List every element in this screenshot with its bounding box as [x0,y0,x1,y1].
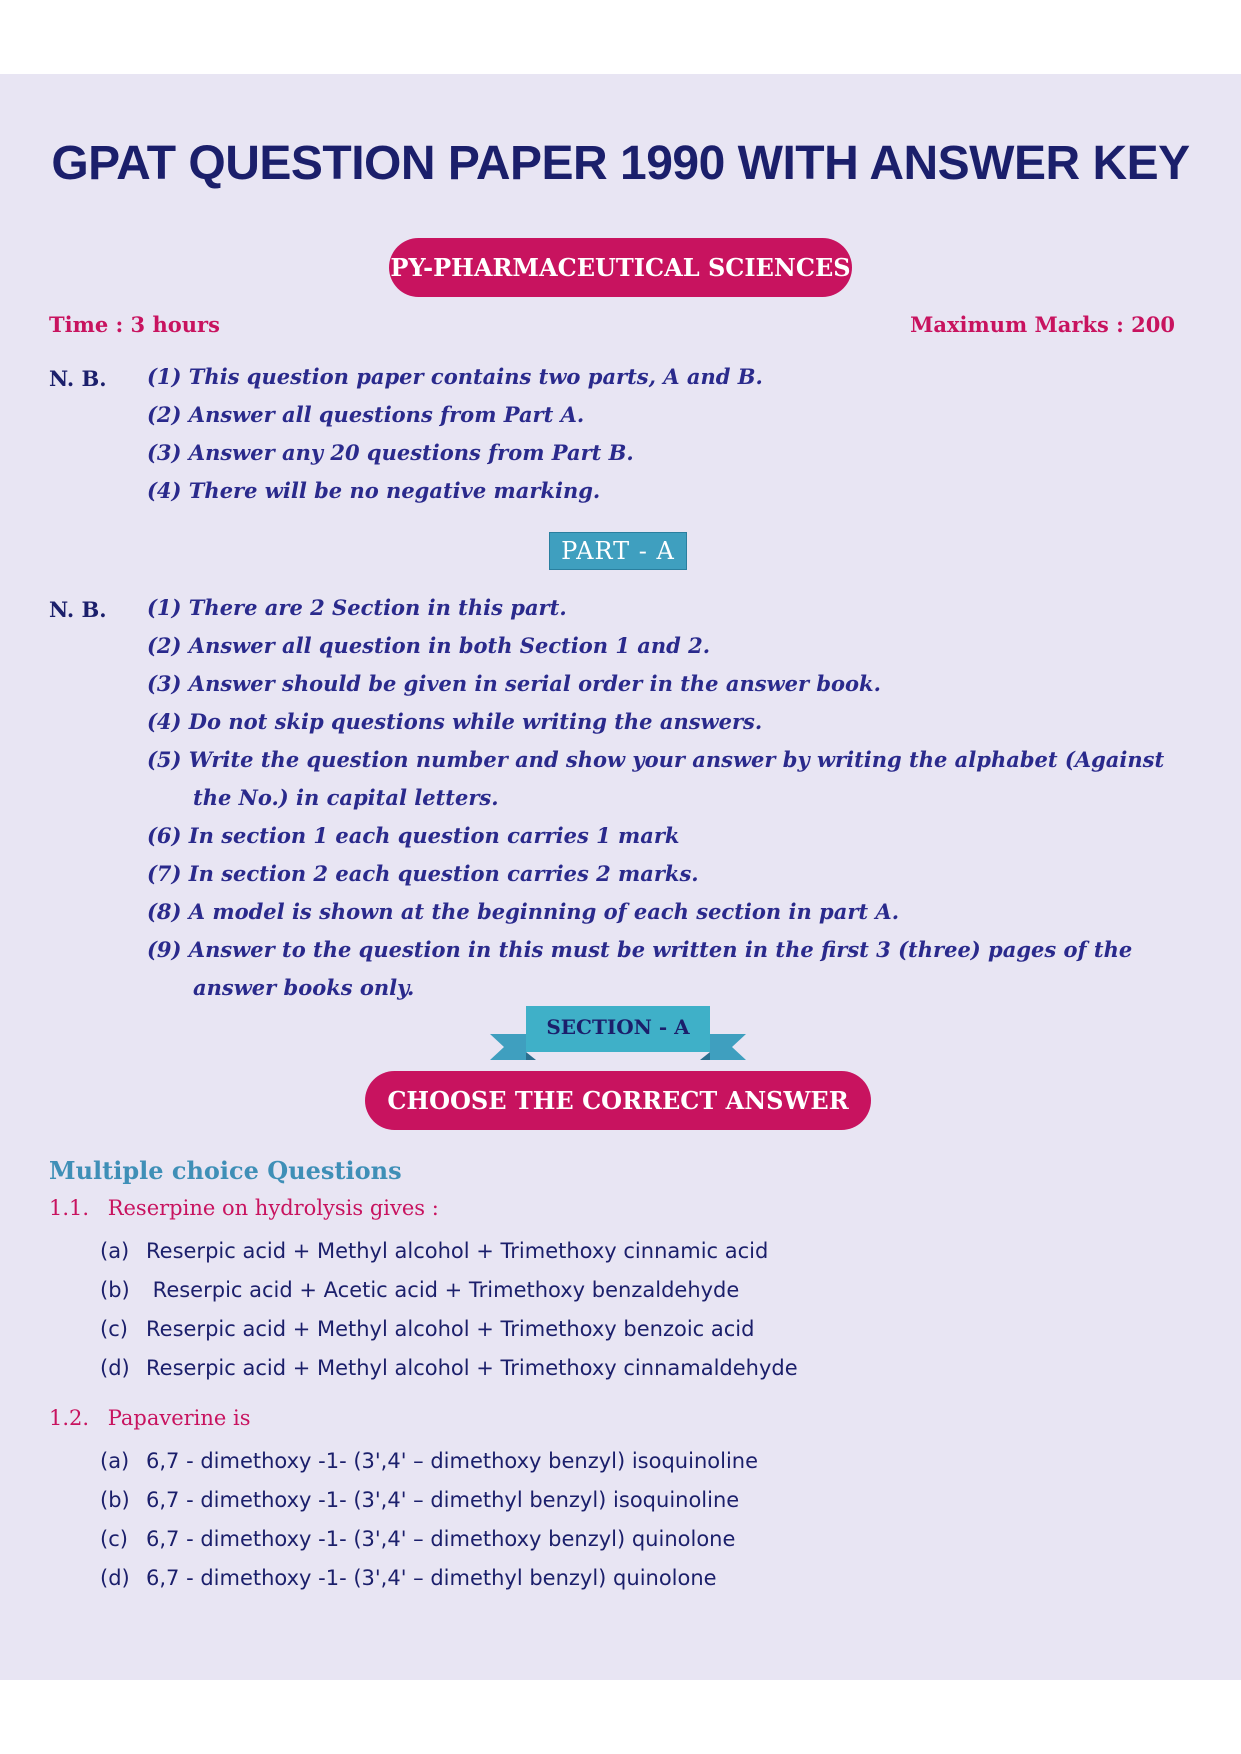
page-title: GPAT QUESTION PAPER 1990 WITH ANSWER KEY [51,137,1190,190]
option-a [100,1232,798,1271]
option-text: 6,7 - dimethoxy -1- (3',4' – dimethyl benzyl) isoquinoline [146,1488,740,1512]
question-1-2 [49,1406,251,1430]
instruction-item: (5) Write the question number and show your answer by writing the alphabet (Against the No.) in capital letters. [147,747,1165,810]
part-a-instructions-list [147,589,1197,1007]
question-number: 1.2. [49,1406,90,1430]
max-marks-label: Maximum Marks : 200 [910,312,1175,337]
option-key: (a) [100,1239,130,1263]
option-d [100,1349,798,1388]
general-instructions-list [147,358,1197,510]
option-text: Reserpic acid + Methyl alcohol + Trimethoxy benzoic acid [146,1317,755,1341]
nb-label-general: N. B. [49,366,107,391]
option-key: (c) [100,1317,128,1341]
instruction-item: (9) Answer to the question in this must be written in the first 3 (three) pages of the answer books only. [147,937,1133,1000]
option-text: Reserpic acid + Methyl alcohol + Trimethoxy cinnamaldehyde [146,1356,798,1380]
ribbon-right-tail [710,1034,746,1060]
option-key: (d) [100,1566,130,1590]
option-text: 6,7 - dimethoxy -1- (3',4' – dimethyl benzyl) quinolone [146,1566,717,1590]
mcq-heading: Multiple choice Questions [49,1156,402,1185]
instruction-item: (1) This question paper contains two parts, A and B. [147,364,763,389]
question-text: Reserpine on hydrolysis gives : [107,1196,439,1220]
option-c [100,1520,758,1559]
question-1-2-options [100,1442,758,1598]
subject-banner: PY-PHARMACEUTICAL SCIENCES [389,238,852,297]
option-key: (a) [100,1449,130,1473]
instruction-item: (7) In section 2 each question carries 2 marks. [147,861,699,886]
ribbon-left-fold [526,1052,536,1060]
ribbon-left-tail [490,1034,526,1060]
option-key: (b) [100,1488,130,1512]
nb-label-part-a: N. B. [49,597,107,622]
instruction-item: (4) There will be no negative marking. [147,478,601,503]
section-a-label: SECTION - A [546,1015,690,1039]
question-text: Papaverine is [107,1406,251,1430]
option-b [100,1481,758,1520]
instruction-item: (2) Answer all question in both Section 1 and 2. [147,633,711,658]
instruction-item: (6) In section 1 each question carries 1 mark [147,823,680,848]
instruction-item: (1) There are 2 Section in this part. [147,595,567,620]
option-text: 6,7 - dimethoxy -1- (3',4' – dimethoxy benzyl) isoquinoline [146,1449,759,1473]
choose-answer-banner: CHOOSE THE CORRECT ANSWER [365,1071,871,1130]
instruction-item: (8) A model is shown at the beginning of each section in part A. [147,899,900,924]
part-a-label: PART - A [549,532,687,570]
question-1-1-options [100,1232,798,1388]
ribbon-right-fold [700,1052,710,1060]
instruction-item: (3) Answer should be given in serial order in the answer book. [147,671,881,696]
instruction-item: (4) Do not skip questions while writing the answers. [147,709,763,734]
option-c [100,1310,798,1349]
option-key: (d) [100,1356,130,1380]
question-number: 1.1. [49,1196,90,1220]
option-text: 6,7 - dimethoxy -1- (3',4' – dimethoxy benzyl) quinolone [146,1527,736,1551]
option-text: Reserpic acid + Acetic acid + Trimethoxy benzaldehyde [146,1278,740,1302]
instruction-item: (3) Answer any 20 questions from Part B. [147,440,634,465]
question-1-1 [49,1196,439,1220]
option-b [100,1271,798,1310]
instruction-item: (2) Answer all questions from Part A. [147,402,585,427]
time-label: Time : 3 hours [49,312,220,337]
option-key: (c) [100,1527,128,1551]
option-a [100,1442,758,1481]
option-d [100,1559,758,1598]
option-text: Reserpic acid + Methyl alcohol + Trimethoxy cinnamic acid [146,1239,769,1263]
option-key: (b) [100,1278,130,1302]
